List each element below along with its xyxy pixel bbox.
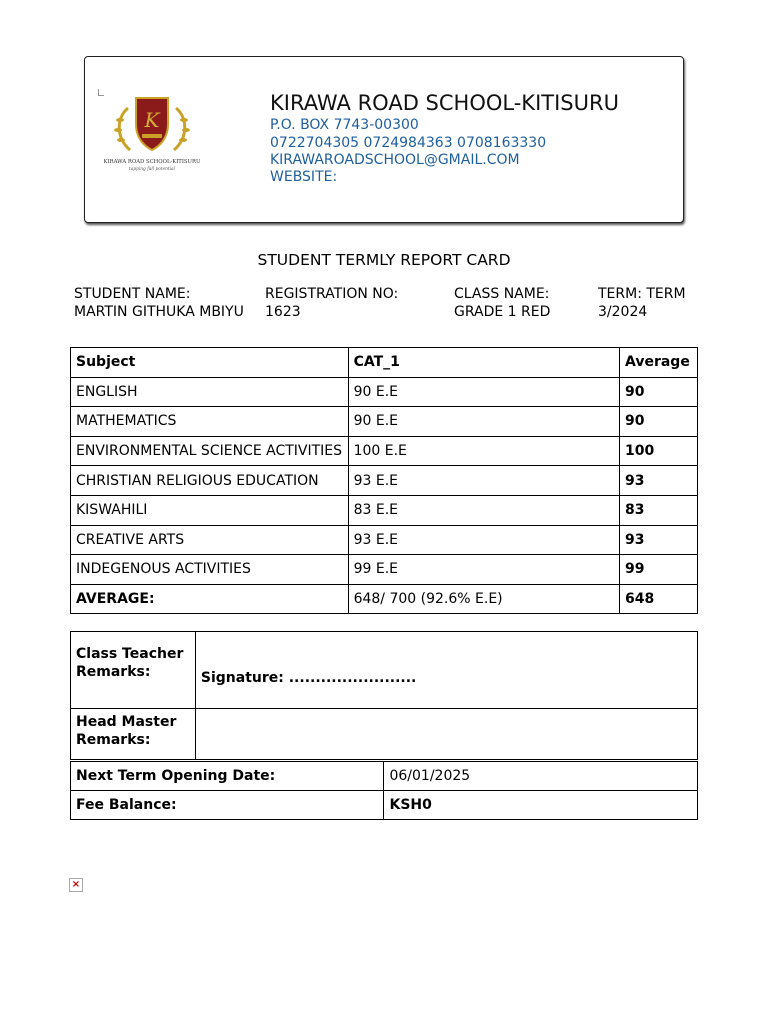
table-row	[71, 436, 698, 466]
fee-balance-label: Fee Balance:	[71, 791, 384, 820]
po-box: P.O. BOX 7743-00300	[270, 117, 419, 133]
subject-cell: ENGLISH	[71, 377, 349, 407]
registration-value: 1623	[265, 304, 301, 320]
phone-numbers: 0722704305 0724984363 0708163330	[270, 135, 547, 151]
student-name-block	[74, 285, 244, 321]
broken-image-icon: ×	[69, 878, 83, 892]
class-teacher-label: Class Teacher Remarks:	[71, 632, 196, 709]
registration-label: REGISTRATION NO:	[265, 286, 399, 302]
cat1-cell: 90 E.E	[348, 407, 619, 437]
cat1-cell: 90 E.E	[348, 377, 619, 407]
subject-cell: KISWAHILI	[71, 495, 349, 525]
table-row	[71, 525, 698, 555]
subject-cell: CREATIVE ARTS	[71, 525, 349, 555]
opening-date-row	[71, 762, 698, 791]
cat1-cell: 83 E.E	[348, 495, 619, 525]
term-value: 3/2024	[598, 304, 648, 320]
table-row	[71, 377, 698, 407]
table-row	[71, 466, 698, 496]
average-cell: 93	[619, 525, 697, 555]
subject-cell: CHRISTIAN RELIGIOUS EDUCATION	[71, 466, 349, 496]
average-cell: 648	[619, 584, 697, 614]
school-logo	[104, 92, 200, 182]
logo-laurel-right-icon	[174, 108, 190, 150]
cat1-cell: 100 E.E	[348, 436, 619, 466]
table-row	[71, 407, 698, 437]
head-master-row	[71, 709, 698, 760]
fee-balance-row	[71, 791, 698, 820]
registration-block	[265, 285, 398, 321]
subject-cell: ENVIRONMENTAL SCIENCE ACTIVITIES	[71, 436, 349, 466]
school-name: KIRAWA ROAD SCHOOL-KITISURU	[270, 91, 619, 115]
cat1-cell: 93 E.E	[348, 466, 619, 496]
cat1-cell: 93 E.E	[348, 525, 619, 555]
average-cell: 90	[619, 377, 697, 407]
average-cell: 90	[619, 407, 697, 437]
average-cell: 93	[619, 466, 697, 496]
average-total-row	[71, 584, 698, 614]
website-label: WEBSITE:	[270, 169, 338, 185]
term-block	[598, 285, 686, 321]
class-block	[454, 285, 550, 321]
subject-cell: INDEGENOUS ACTIVITIES	[71, 555, 349, 585]
subject-cell: MATHEMATICS	[71, 407, 349, 437]
table-row	[71, 555, 698, 585]
logo-tagline: tapping full potential	[129, 167, 175, 172]
table-row	[71, 495, 698, 525]
grades-table	[70, 347, 698, 614]
logo-laurel-left-icon	[114, 108, 130, 150]
class-teacher-row	[71, 632, 698, 709]
cat1-cell: CAT_1	[348, 348, 619, 378]
remarks-table	[70, 631, 698, 760]
average-cell: 100	[619, 436, 697, 466]
average-cell: 83	[619, 495, 697, 525]
email-address: KIRAWAROADSCHOOL@GMAIL.COM	[270, 152, 520, 168]
class-label: CLASS NAME:	[454, 286, 550, 302]
term-info-table	[70, 761, 698, 820]
cat1-cell: 648/ 700 (92.6% E.E)	[348, 584, 619, 614]
cat1-cell: 99 E.E	[348, 555, 619, 585]
logo-caption: KIRAWA ROAD SCHOOL-KITISURU	[104, 159, 200, 165]
term-label: TERM: TERM	[598, 286, 686, 302]
average-cell: 99	[619, 555, 697, 585]
opening-date-value: 06/01/2025	[384, 762, 698, 791]
student-name-value: MARTIN GITHUKA MBIYU	[74, 304, 244, 320]
report-title: STUDENT TERMLY REPORT CARD	[257, 251, 511, 269]
class-value: GRADE 1 RED	[454, 304, 551, 320]
fee-balance-value: KSH0	[384, 791, 698, 820]
average-cell: Average	[619, 348, 697, 378]
head-master-remarks	[195, 709, 697, 760]
subject-cell: Subject	[71, 348, 349, 378]
logo-letter: K	[144, 108, 160, 132]
student-name-label: STUDENT NAME:	[74, 286, 191, 302]
opening-date-label: Next Term Opening Date:	[71, 762, 384, 791]
head-master-label: Head Master Remarks:	[71, 709, 196, 760]
subject-cell: AVERAGE:	[71, 584, 349, 614]
signature-line: Signature: ........................	[195, 632, 697, 709]
table-header-row	[71, 348, 698, 378]
